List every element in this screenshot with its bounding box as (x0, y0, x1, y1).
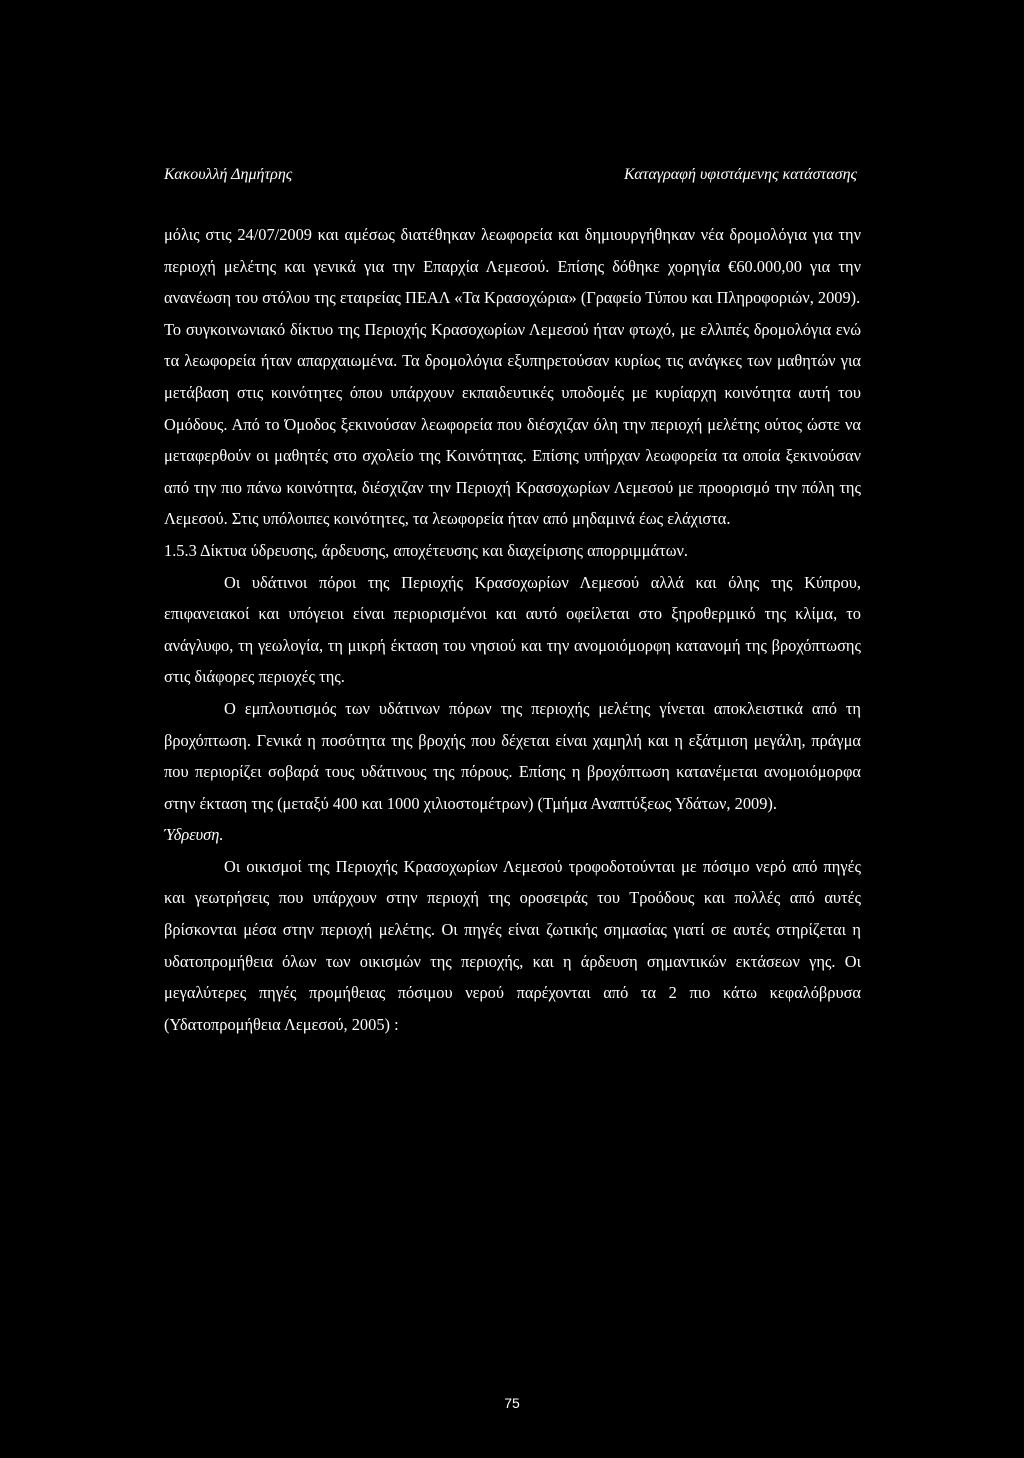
page-number: 75 (504, 1395, 520, 1411)
paragraph-transport-network: Το συγκοινωνιακό δίκτυο της Περιοχής Κρασοχωρίων Λεμεσού ήταν φτωχό, με ελλιπές δρομολόγια ενώ τα λεωφορεία ήταν απαρχαιωμένα. Τα δρομολόγια εξυπηρετούσαν κυρίως τις ανάγκες των μαθητών για μετάβαση στις κοινότητες όπου υπάρχουν εκπαιδευτικές υποδομές με κυρίαρχη κοινότητα αυτή του Ομόδους. Από το Όμοδος ξεκινούσαν λεωφορεία που διέσχιζαν όλη την περιοχή μελέτης ούτος ώστε να μεταφερθούν οι μαθητές στο σχολείο της Κοινότητας. Επίσης υπήρχαν λεωφορεία τα οποία ξεκινούσαν από την πιο πάνω κοινότητα, διέσχιζαν την Περιοχή Κρασοχωρίων Λεμεσού με προορισμό την πόλη της Λεμεσού. Στις υπόλοιπες κοινότητες, τα λεωφορεία ήταν από μηδαμινά έως ελάχιστα. (164, 319, 861, 529)
header-author: Κακουλλή Δημήτρης (164, 166, 293, 183)
page-header (164, 163, 857, 187)
document-body (164, 219, 861, 1040)
paragraph-settlements-supply: Οι οικισμοί της Περιοχής Κρασοχωρίων Λεμεσού τροφοδοτούνται με πόσιμο νερό από πηγές και γεωτρήσεις που υπάρχουν στην περιοχή της οροσειράς του Τροόδους και πολλές από αυτές βρίσκονται μέσα στην περιοχή μελέτης. Οι πηγές είναι ζωτικής σημασίας γιατί σε αυτές στηρίζεται η υδατοπρομήθεια όλων των οικισμών της περιοχής, και η άρδευση σημαντικών εκτάσεων γης. Οι μεγαλύτερες πηγές προμήθειας πόσιμου νερού παρέχονται από τα 2 πιο κάτω κεφαλόβρυσα (Υδατοπρομήθεια Λεμεσού, 2005) : (164, 856, 861, 1034)
header-section-title: Καταγραφή υφιστάμενης κατάστασης (624, 166, 857, 183)
subheading-water-supply: Ύδρευση. (164, 825, 224, 845)
paragraph-water-resources: Οι υδάτινοι πόροι της Περιοχής Κρασοχωρίων Λεμεσού αλλά και όλης της Κύπρου, επιφανειακοί και υπόγειοι είναι περιορισμένοι και αυτό οφείλεται στο ξηροθερμικό της κλίμα, το ανάγλυφο, τη γεωλογία, τη μικρή έκταση του νησιού και την ανομοιόμορφη κατανομή της βροχόπτωσης στις διάφορες περιοχές της. (164, 572, 861, 687)
section-heading-1-5-3: 1.5.3 Δίκτυα ύδρευσης, άρδευσης, αποχέτευσης και διαχείρισης απορριμμάτων. (164, 540, 689, 560)
paragraph-continuation: μόλις στις 24/07/2009 και αμέσως διατέθηκαν λεωφορεία και δημιουργήθηκαν νέα δρομολόγια για την περιοχή μελέτης και γενικά για την Επαρχία Λεμεσού. Επίσης δόθηκε χορηγία €60.000,00 για την ανανέωση του στόλου της εταιρείας ΠΕΑΛ «Τα Κρασοχώρια» (Γραφείο Τύπου και Πληροφοριών, 2009). (164, 225, 861, 308)
paragraph-rainfall: Ο εμπλουτισμός των υδάτινων πόρων της περιοχής μελέτης γίνεται αποκλειστικά από τη βροχόπτωση. Γενικά η ποσότητα της βροχής που δέχεται είναι χαμηλή και η εξάτμιση μεγάλη, πράγμα που περιορίζει σοβαρά τους υδάτινους της πόρους. Επίσης η βροχόπτωση κατανέμεται ανομοιόμορφα στην έκταση της (μεταξύ 400 και 1000 χιλιοστομέτρων) (Τμήμα Αναπτύξεως Υδάτων, 2009). (164, 698, 861, 813)
